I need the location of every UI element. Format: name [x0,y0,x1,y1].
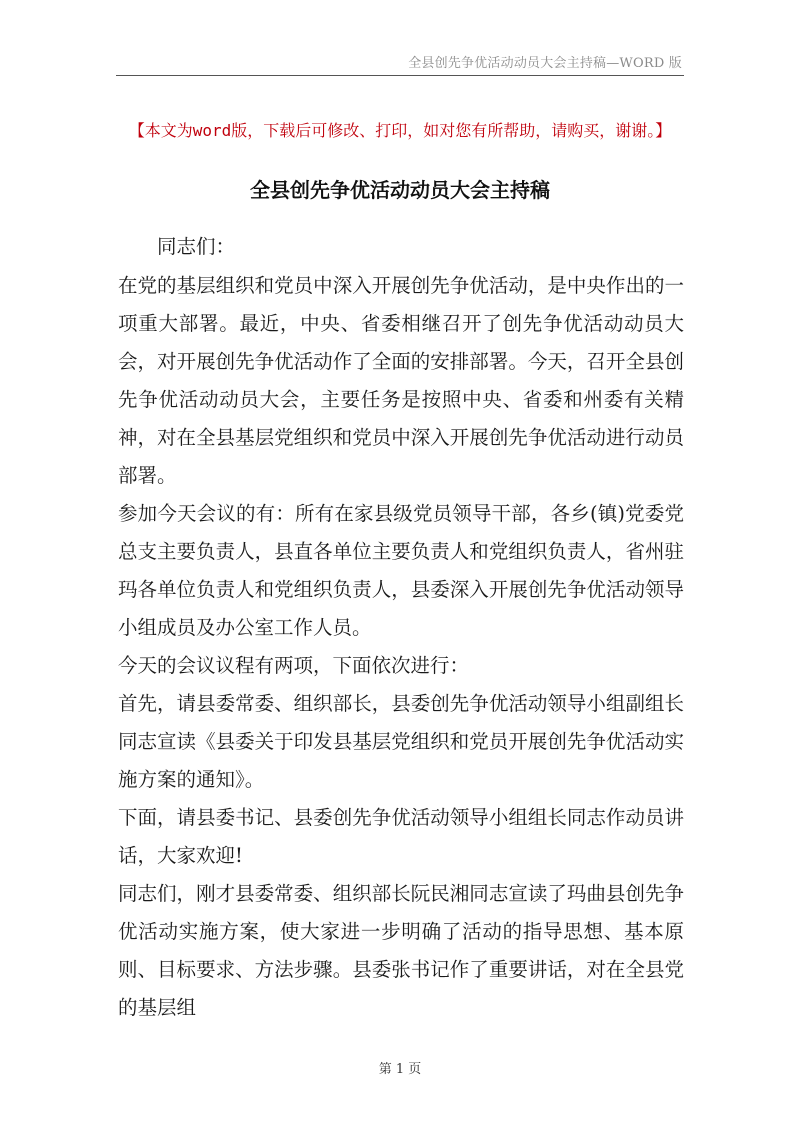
paragraph: 今天的会议议程有两项，下面依次进行： [118,654,470,677]
paragraph: 下面，请县委书记、县委创先争优活动领导小组组长同志作动员讲话，大家欢迎! [118,806,684,867]
download-notice: 【本文为word版，下载后可修改、打印，如对您有所帮助，请购买，谢谢。】 [128,121,672,140]
paragraph: 首先，请县委常委、组织部长，县委创先争优活动领导小组副组长同志宣读《县委关于印发县基层党组织和党员开展创先争优活动实施方案的通知》。 [118,692,684,791]
document-body [118,228,684,1027]
paragraph: 同志们，刚才县委常委、组织部长阮民湘同志宣读了玛曲县创先争优活动实施方案，使大家进一步明确了活动的指导思想、基本原则、目标要求、方法步骤。县委张书记作了重要讲话，对在全县党的基层组 [118,882,684,1019]
document-title: 全县创先争优活动动员大会主持稿 [250,178,550,202]
paragraph: 在党的基层组织和党员中深入开展创先争优活动，是中央作出的一项重大部署。最近，中央、省委相继召开了创先争优活动动员大会，对开展创先争优活动作了全面的安排部署。今天，召开全县创先争优活动动员大会，主要任务是按照中央、省委和州委有关精神，对在全县基层党组织和党员中深入开展创先争优活动进行动员部署。 [118,274,684,487]
greeting: 同志们： [157,235,236,258]
header-divider [116,75,684,76]
page-number: 第 1 页 [378,1062,422,1077]
paragraph: 参加今天会议的有：所有在家县级党员领导干部，各乡(镇)党委党总支主要负责人，县直各单位主要负责人和党组织负责人，省州驻玛各单位负责人和党组织负责人，县委深入开展创先争优活动领导小组成员及办公室工作人员。 [118,502,684,639]
running-header: 全县创先争优活动动员大会主持稿—WORD 版 [408,56,682,71]
